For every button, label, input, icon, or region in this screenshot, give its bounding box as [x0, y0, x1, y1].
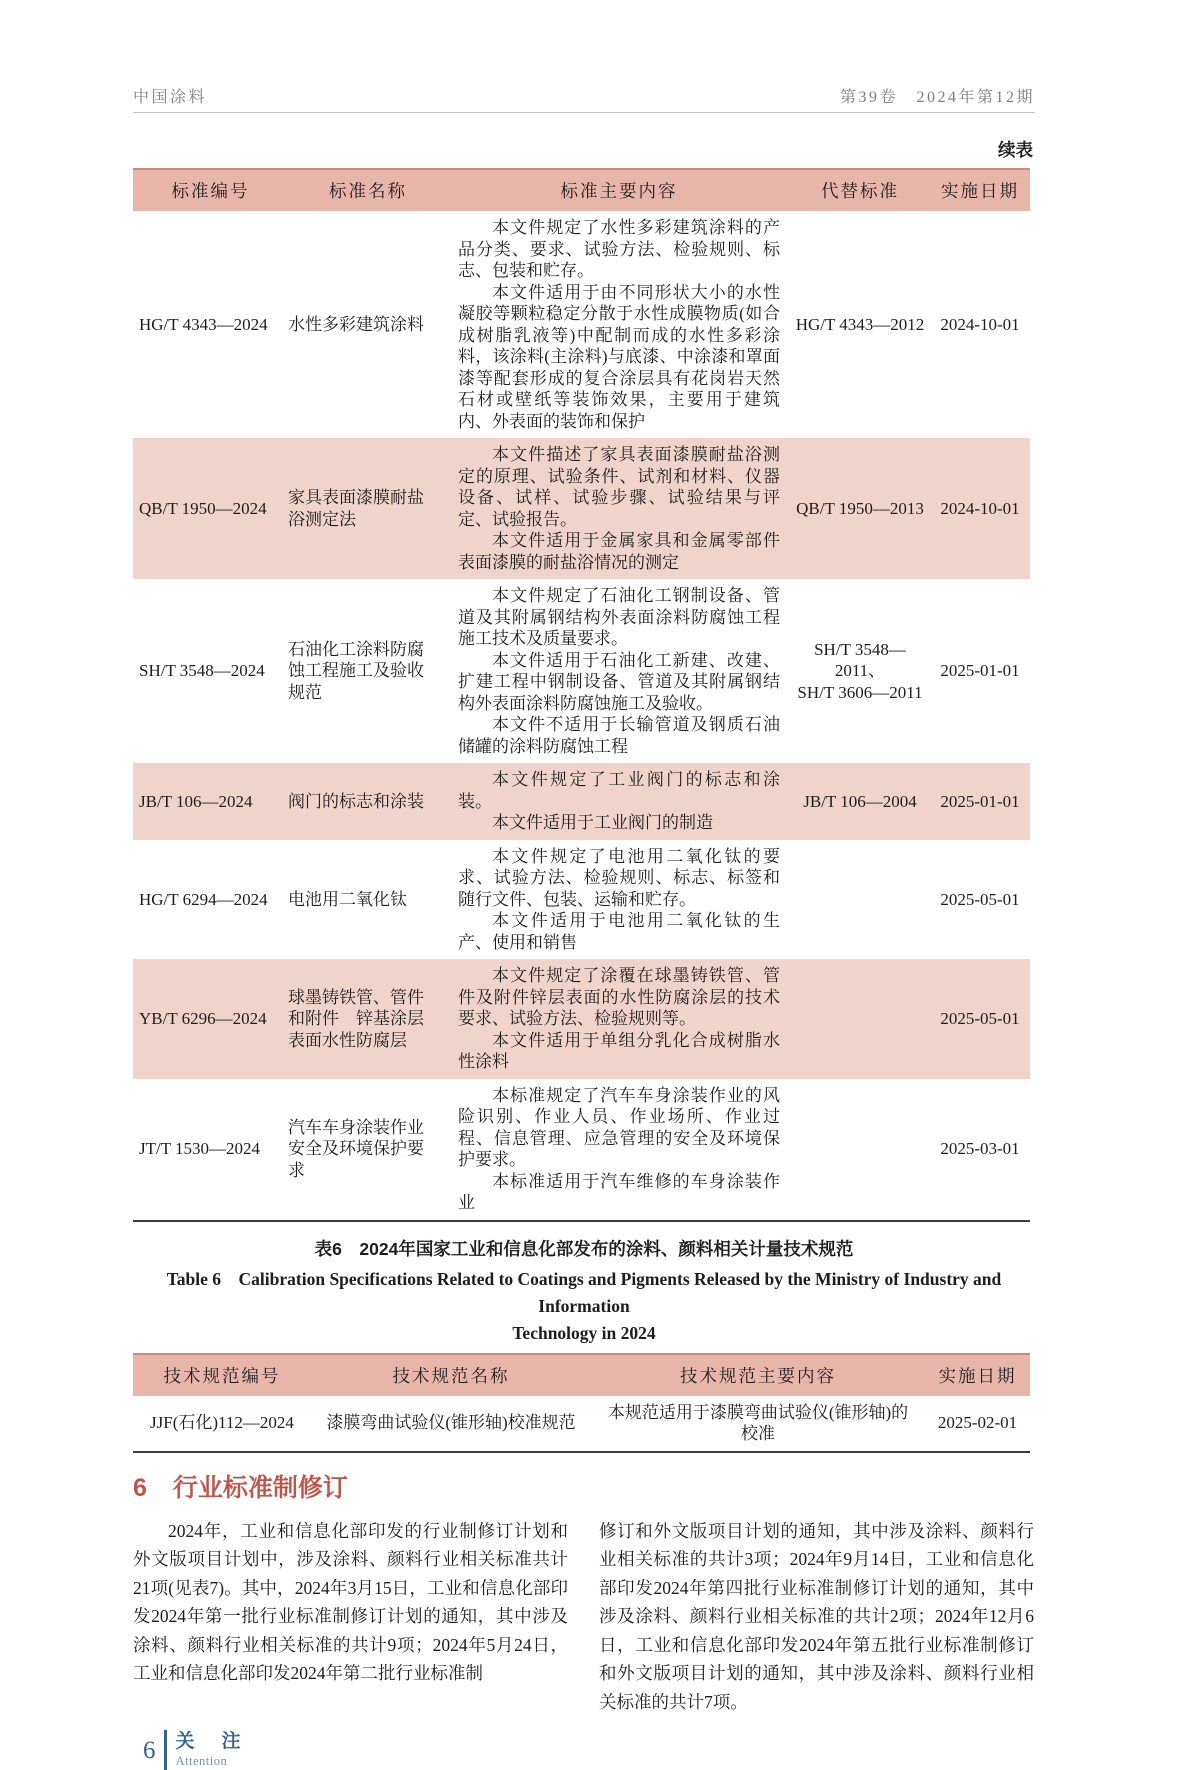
standard-content-cell [448, 763, 790, 840]
content-paragraph: 本规范适用于漆膜弯曲试验仪(锥形轴)的校准 [607, 1402, 909, 1443]
spec-code-cell: JJF(石化)112—2024 [150, 1413, 294, 1433]
implementation-date-cell: 2025-05-01 [930, 959, 1030, 1079]
calibration-table-head [133, 1354, 1030, 1396]
body-text [133, 1517, 1035, 1717]
replaced-standard-cell [790, 763, 930, 840]
column-header: 标准主要内容 [448, 169, 790, 211]
standards-table-row [133, 840, 1030, 960]
section-heading [133, 1473, 1035, 1503]
content-paragraph: 本标准适用于汽车维修的车身涂装作业 [458, 1171, 780, 1212]
content-paragraph: 本文件描述了家具表面漆膜耐盐浴测定的原理、试验条件、试剂和材料、仪器设备、试样、试验步骤、试验结果与评定、试验报告。 [458, 445, 780, 529]
content-paragraph: 本文件规定了电池用二氧化钛的要求、试验方法、检验规则、标志、标签和随行文件、包装、运输和贮存。 [458, 846, 780, 909]
footer-title-en: Attention [175, 1754, 228, 1768]
calibration-table [133, 1353, 1030, 1453]
standard-name-cell: 阀门的标志和涂装 [288, 763, 448, 840]
body-column-left: 2024年，工业和信息化部印发的行业制修订计划和外文版项目计划中，涉及涂料、颜料行业相关标准共计21项(见表7)。其中，2024年3月15日，工业和信息化部印发2024年第一批行业标准制修订计划的通知，其中涉及涂料、颜料行业相关标准的共计9项；2024年5月24日，工业和信息化部印发2024年第二批行业标准制 [133, 1520, 568, 1683]
standards-table-row [133, 959, 1030, 1079]
standard-name-cell: 水性多彩建筑涂料 [288, 314, 424, 334]
standard-code-cell: HG/T 6294—2024 [139, 889, 268, 909]
section-number: 6 [133, 1473, 147, 1502]
implementation-date-cell: 2024-10-01 [940, 314, 1020, 334]
standard-code-cell: YB/T 6296—2024 [133, 959, 288, 1079]
implementation-date-cell: 2025-05-01 [940, 889, 1020, 909]
standards-table-row [133, 763, 1030, 840]
implementation-date-cell: 2025-02-01 [937, 1413, 1018, 1433]
content-paragraph: 本文件不适用于长输管道及钢质石油储罐的涂料防腐蚀工程 [458, 715, 780, 756]
replaced-standard-line: QB/T 1950—2013 [796, 498, 924, 518]
journal-name: 中国涂料 [133, 89, 208, 106]
column-header: 标准名称 [288, 169, 448, 211]
table6-caption-en [133, 1266, 1035, 1347]
content-paragraph: 本文件适用于金属家具和金属零部件表面漆膜的耐盐浴情况的测定 [458, 531, 780, 572]
spec-name-cell: 漆膜弯曲试验仪(锥形轴)校准规范 [326, 1413, 576, 1433]
standards-table-body [133, 211, 1030, 1221]
page-content [133, 0, 1035, 1770]
content-paragraph: 本文件适用于由不同形状大小的水性凝胶等颗粒稳定分散于水性成膜物质(如合成树脂乳液等)中配制而成的水性多彩涂料，该涂料(主涂料)与底漆、中涂漆和罩面漆等配套形成的复合涂层具有花岗岩天然石材或壁纸等装饰效果，主要用于建筑内、外表面的装饰和保护 [458, 282, 780, 431]
standard-code-cell: HG/T 4343—2024 [139, 314, 268, 334]
standards-table-row [133, 579, 1030, 763]
standard-name-cell: 石油化工涂料防腐蚀工程施工及验收规范 [288, 639, 424, 702]
standard-content-cell [448, 959, 790, 1079]
standards-table-head [133, 169, 1030, 211]
implementation-date-cell: 2025-03-01 [940, 1139, 1020, 1159]
standard-name-cell: 球墨铸铁管、管件和附件 锌基涂层表面水性防腐层 [288, 959, 448, 1079]
content-paragraph: 本文件规定了涂覆在球墨铸铁管、管件及附件锌层表面的水性防腐涂层的技术要求、试验方法、检验规则等。 [458, 966, 780, 1028]
footer-page-number: 6 [143, 1736, 156, 1764]
section-title: 行业标准制修订 [172, 1473, 348, 1502]
replaced-standard-cell [790, 211, 930, 438]
table6-caption-en-line1: Table 6 Calibration Specifications Related to Coatings and Pigments Released by the Ministry of Industry and Information [166, 1268, 1002, 1316]
replaced-standard-cell [790, 1079, 930, 1221]
standard-code-cell: JT/T 1530—2024 [139, 1139, 261, 1159]
standards-table [133, 168, 1030, 1222]
standard-name-cell: 汽车车身涂装作业安全及环境保护要求 [288, 1117, 424, 1180]
replaced-standard-line: HG/T 4343—2012 [795, 314, 925, 334]
standard-content-cell [448, 1079, 790, 1221]
content-paragraph: 本文件适用于电池用二氧化钛的生产、使用和销售 [458, 911, 780, 952]
footer-title-cn: 关 注 [175, 1731, 245, 1752]
implementation-date-cell: 2024-10-01 [930, 438, 1030, 579]
continued-table-label: 续表 [998, 140, 1033, 160]
spec-content-cell [591, 1396, 925, 1452]
footer-column-title [176, 1731, 245, 1769]
page-header [133, 84, 1035, 113]
column-header: 代替标准 [790, 169, 930, 211]
standard-code-cell: JB/T 106—2024 [133, 763, 288, 840]
standards-table-row [133, 438, 1030, 579]
body-column-right: 修订和外文版项目计划的通知，其中涉及涂料、颜料行业相关标准的共计3项；2024年9月14日，工业和信息化部印发2024年第四批行业标准制修订计划的通知，其中涉及涂料、颜料行业相关标准的共计2项；2024年12月6日，工业和信息化部印发2024年第五批行业标准制修订和外文版项目计划的通知，其中涉及涂料、颜料行业相关标准的共计7项。 [599, 1520, 1034, 1712]
standard-code-cell: QB/T 1950—2024 [133, 438, 288, 579]
standard-content-cell [448, 211, 790, 438]
issue-info: 第39卷 2024年第12期 [839, 89, 1035, 106]
replaced-standard-cell [790, 579, 930, 763]
calibration-table-row [133, 1396, 1030, 1452]
content-paragraph: 本文件规定了石油化工钢制设备、管道及其附属钢结构外表面涂料防腐蚀工程施工技术及质量要求。 [458, 586, 780, 648]
replaced-standard-cell [790, 438, 930, 579]
column-header: 实施日期 [930, 169, 1030, 211]
standard-name-cell: 家具表面漆膜耐盐浴测定法 [288, 438, 448, 579]
standards-header-row [133, 169, 1030, 211]
table6-caption-cn: 表6 2024年国家工业和信息化部发布的涂料、颜料相关计量技术规范 [314, 1238, 854, 1259]
footer-divider [164, 1730, 167, 1770]
content-paragraph: 本文件适用于单组分乳化合成树脂水性涂料 [458, 1030, 780, 1071]
calibration-table-body [133, 1396, 1030, 1452]
content-paragraph: 本文件适用于石油化工新建、改建、扩建工程中钢制设备、管道及其附属钢结构外表面涂料防腐蚀施工及验收。 [458, 650, 780, 713]
standard-name-cell: 电池用二氧化钛 [288, 889, 407, 909]
replaced-standard-line: SH/T 3606—2011 [797, 682, 923, 702]
implementation-date-cell: 2025-01-01 [930, 763, 1030, 840]
column-header: 技术规范编号 [133, 1354, 311, 1396]
table6-caption-en-line2: Technology in 2024 [512, 1322, 656, 1343]
column-header: 技术规范名称 [311, 1354, 591, 1396]
content-paragraph: 本文件规定了工业阀门的标志和涂装。 [458, 770, 780, 811]
standard-code-cell: SH/T 3548—2024 [139, 661, 265, 681]
replaced-standard-line: SH/T 3548—2011、 [814, 639, 906, 681]
column-header: 技术规范主要内容 [591, 1354, 925, 1396]
replaced-standard-line: JB/T 106—2004 [803, 791, 917, 811]
content-paragraph: 本标准规定了汽车车身涂装作业的风险识别、作业人员、作业场所、作业过程、信息管理、应急管理的安全及环境保护要求。 [458, 1085, 780, 1169]
standards-table-row [133, 211, 1030, 438]
standard-content-cell [448, 438, 790, 579]
content-paragraph: 本文件适用于工业阀门的制造 [492, 813, 713, 832]
standard-content-cell [448, 840, 790, 960]
content-paragraph: 本文件规定了水性多彩建筑涂料的产品分类、要求、试验方法、检验规则、标志、包装和贮存。 [458, 218, 780, 280]
replaced-standard-cell [790, 959, 930, 1079]
calibration-header-row [133, 1354, 1030, 1396]
implementation-date-cell: 2025-01-01 [940, 661, 1020, 681]
replaced-standard-cell [790, 840, 930, 960]
column-header: 实施日期 [925, 1354, 1030, 1396]
standard-content-cell [448, 579, 790, 763]
column-header: 标准编号 [133, 169, 288, 211]
standards-table-row [133, 1079, 1030, 1221]
page-footer [143, 1730, 1035, 1770]
